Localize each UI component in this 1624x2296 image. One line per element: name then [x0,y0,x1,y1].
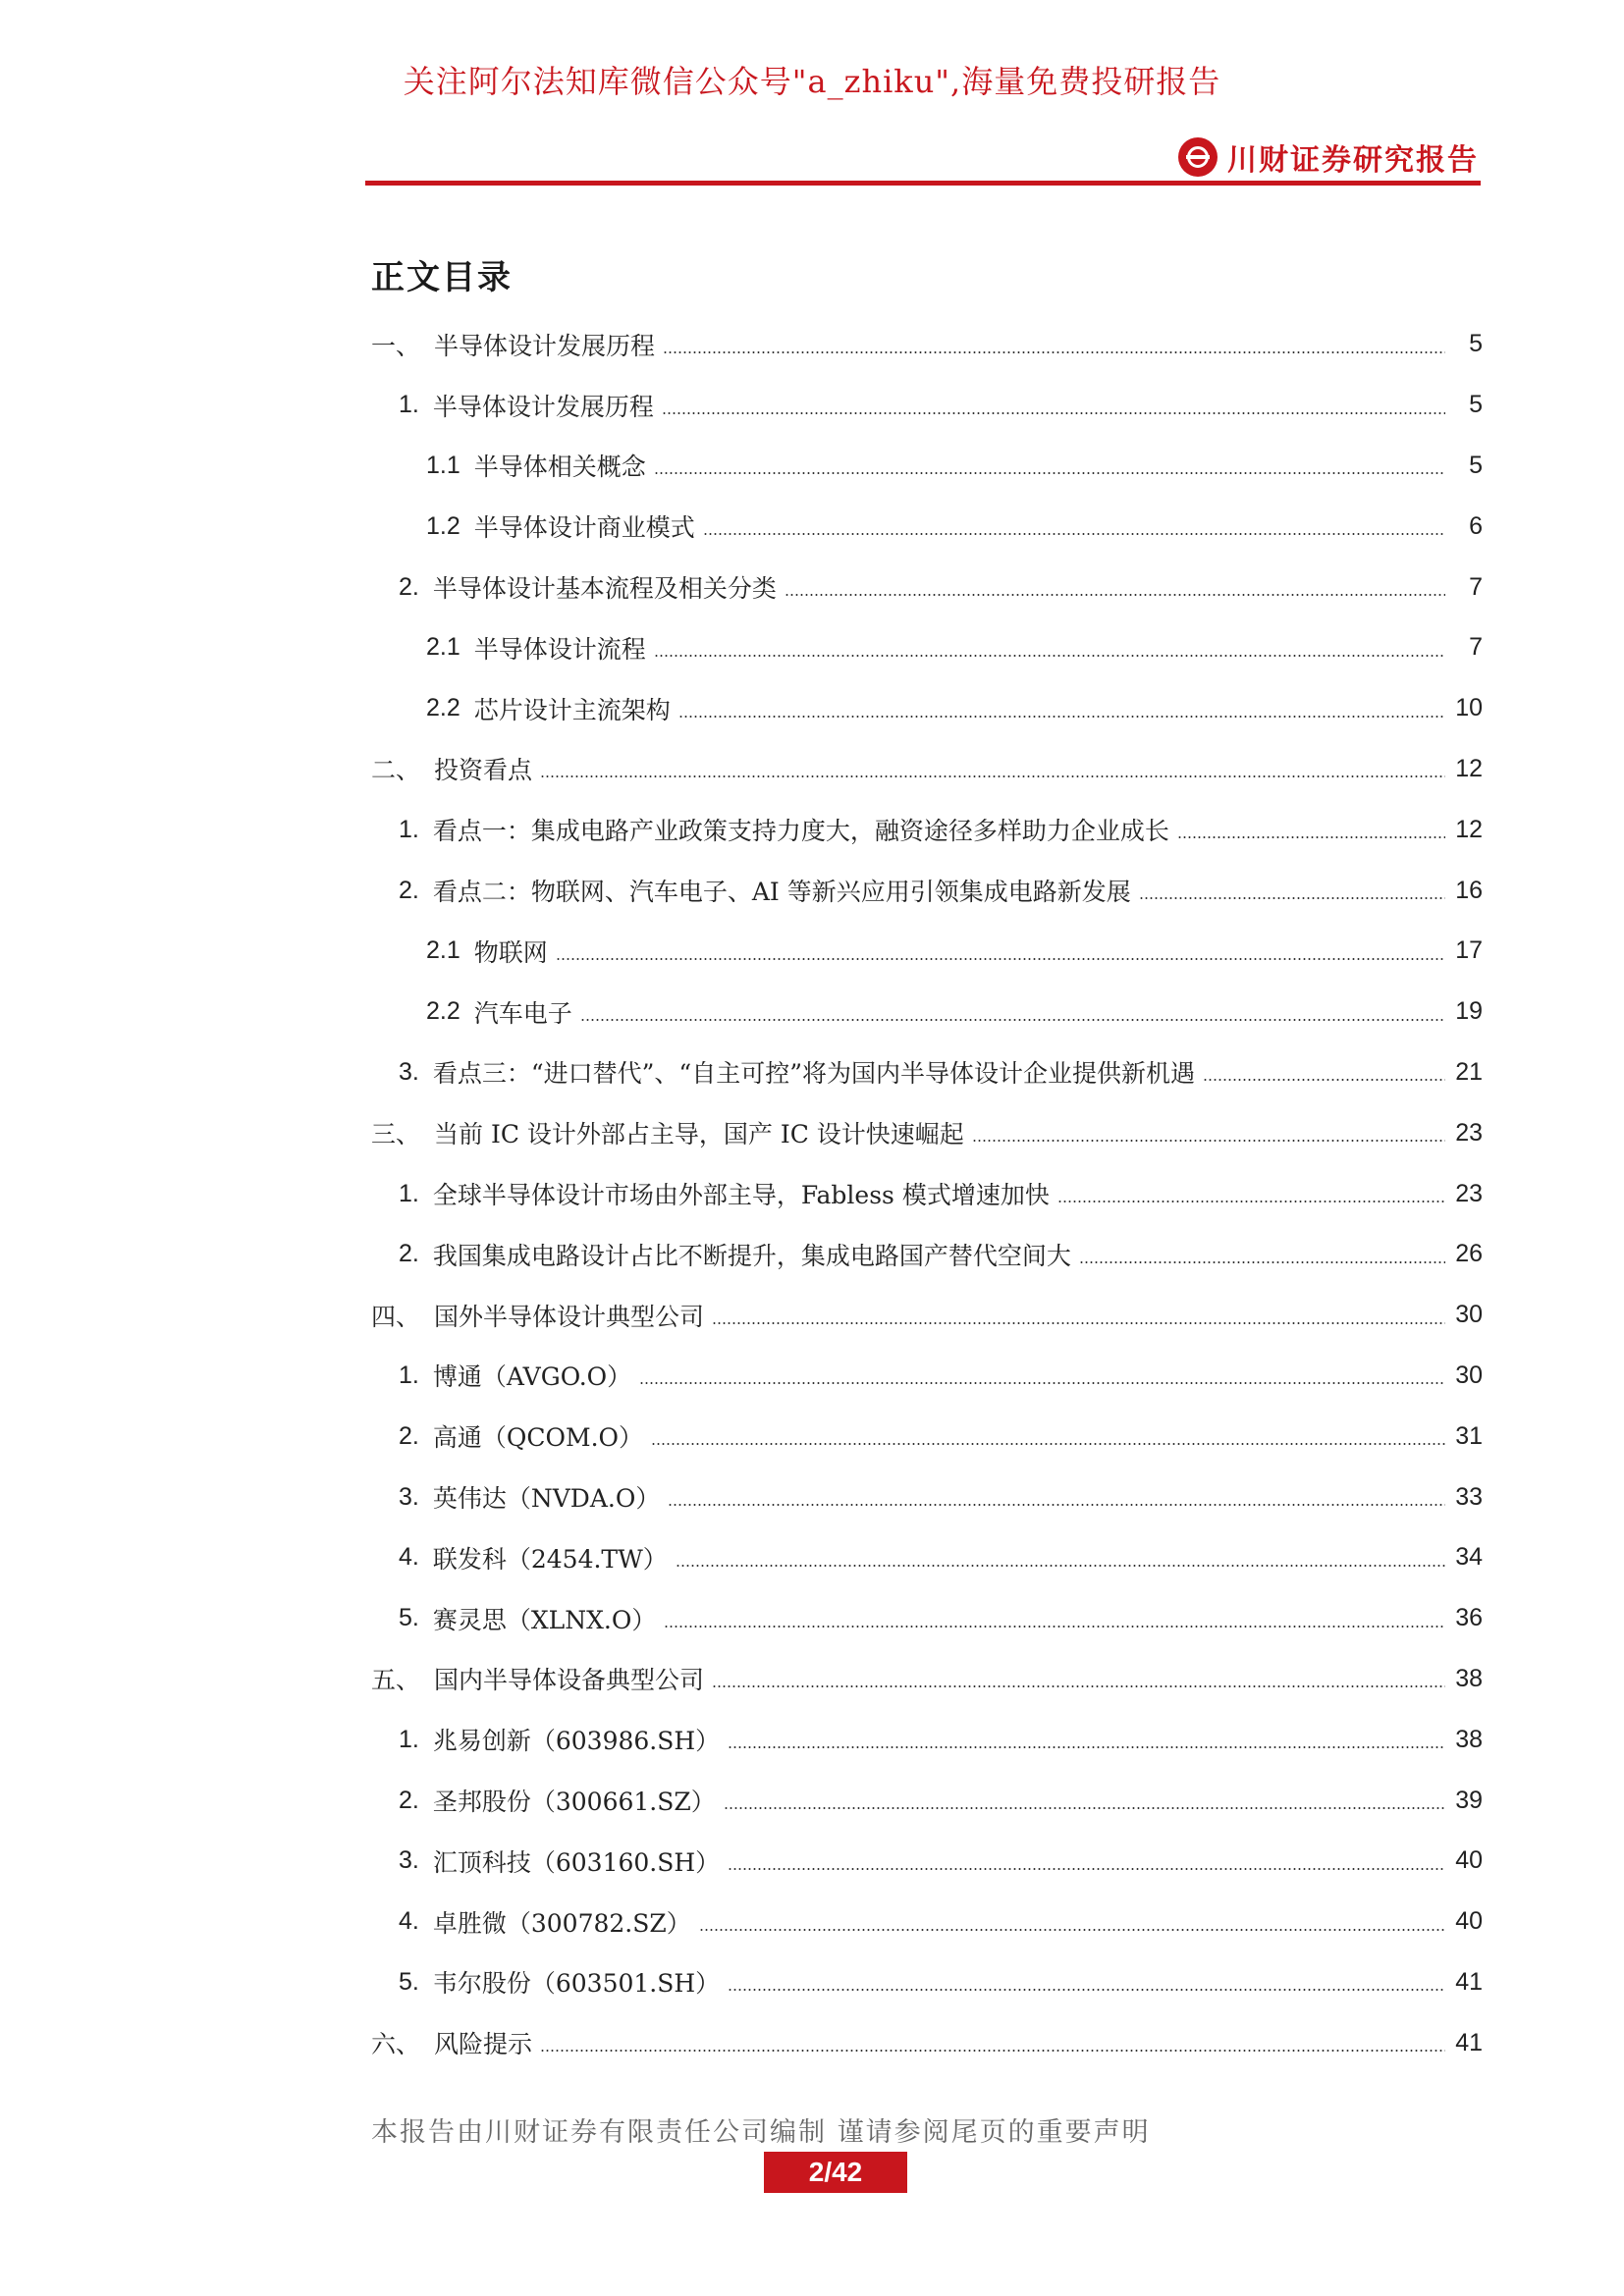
toc-entry-page: 7 [1469,633,1483,662]
toc-entry-label: 圣邦股份（300661.SZ） [432,1788,716,1817]
dot-leader [580,1019,1445,1021]
dot-leader [540,2050,1445,2052]
toc-entry[interactable] [371,1831,1483,1892]
toc-entry-label: 高通（QCOM.O） [432,1423,644,1453]
toc-entry-label: 风险提示 [434,2030,533,2059]
toc-entry-number: 1. [399,815,419,843]
toc-entry-label: 看点一：集成电路产业政策支持力度大，融资途径多样助力企业成长 [432,817,1169,846]
dot-leader [1057,1201,1445,1202]
toc-entry-number: 六、 [371,2031,421,2059]
toc-entry-number: 2. [399,876,419,904]
toc-entry-page: 5 [1469,391,1483,419]
toc-entry-page: 30 [1455,1361,1483,1389]
toc-entry-page: 19 [1455,997,1483,1026]
toc-entry[interactable] [371,617,1483,678]
toc-entry-number: 3. [399,1846,419,1875]
toc-entry[interactable] [371,678,1483,739]
toc-entry-page: 12 [1455,815,1483,843]
toc-entry-number: 五、 [371,1667,421,1695]
brand-name: 川财证券研究报告 [1227,143,1479,178]
toc-entry-label: 博通（AVGO.O） [432,1362,632,1392]
toc-entry[interactable] [371,921,1483,982]
toc-entry[interactable] [371,860,1483,921]
toc-entry-page: 41 [1455,1967,1483,1996]
toc-entry-label: 芯片设计主流架构 [473,695,671,724]
toc-entry-page: 38 [1455,1664,1483,1692]
dot-leader [699,1929,1445,1931]
dot-leader [724,1807,1445,1809]
toc-entry-number: 2. [399,1240,419,1268]
toc-entry-number: 1. [399,1725,419,1753]
toc-entry[interactable] [371,1467,1483,1527]
dot-leader [639,1382,1445,1384]
toc-entry-label: 投资看点 [434,756,533,785]
toc-entry[interactable] [371,1649,1483,1710]
toc-entry[interactable] [371,557,1483,617]
dot-leader [1079,1261,1445,1263]
dot-leader [651,1443,1445,1445]
chuancai-logo-icon [1178,137,1218,177]
toc-entry-page: 23 [1455,1118,1483,1147]
dot-leader [540,775,1445,777]
toc-entry-number: 四、 [371,1303,421,1331]
toc-entry-label: 看点三：“进口替代”、“自主可控”将为国内半导体设计企业提供新机遇 [432,1059,1195,1089]
toc-entry[interactable] [371,1892,1483,1952]
toc-entry-page: 38 [1455,1725,1483,1753]
dot-leader [728,1868,1445,1870]
toc-entry[interactable] [371,982,1483,1042]
toc-entry-number: 2.2 [426,997,460,1026]
toc-entry-number: 2.1 [426,633,460,662]
toc-entry-number: 一、 [371,332,421,360]
dot-leader [712,1322,1445,1324]
toc-entry-number: 5. [399,1604,419,1632]
toc-entry-page: 7 [1469,572,1483,601]
toc-entry-page: 39 [1455,1786,1483,1814]
toc-title: 正文目录 [371,258,513,297]
toc-entry-label: 半导体相关概念 [473,453,646,482]
table-of-contents [371,314,1483,2073]
toc-entry-number: 1. [399,1179,419,1207]
toc-entry-label: 卓胜微（300782.SZ） [432,1908,691,1938]
dot-leader [1177,836,1445,838]
toc-entry-page: 34 [1455,1543,1483,1572]
toc-entry-page: 21 [1455,1057,1483,1086]
toc-entry[interactable] [371,1102,1483,1163]
toc-entry-page: 5 [1469,330,1483,358]
toc-entry-number: 1.1 [426,451,460,479]
toc-entry[interactable] [371,1285,1483,1346]
toc-entry-label: 国内半导体设备典型公司 [434,1666,705,1695]
toc-entry-page: 33 [1455,1482,1483,1511]
toc-entry-label: 半导体设计发展历程 [432,392,654,421]
dot-leader [676,1565,1445,1567]
toc-entry-number: 4. [399,1907,419,1936]
toc-entry[interactable] [371,1770,1483,1831]
toc-entry-label: 兆易创新（603986.SH） [432,1727,721,1756]
toc-entry-label: 英伟达（NVDA.O） [432,1484,661,1514]
toc-entry[interactable] [371,1163,1483,1224]
toc-entry-number: 3. [399,1057,419,1086]
toc-entry[interactable] [371,436,1483,497]
toc-entry-number: 1. [399,391,419,419]
toc-entry[interactable] [371,739,1483,800]
toc-entry[interactable] [371,314,1483,375]
toc-entry-number: 1. [399,1361,419,1389]
dot-leader [703,533,1445,535]
dot-leader [664,1626,1445,1628]
toc-entry-label: 半导体设计流程 [473,634,646,664]
toc-entry-label: 汽车电子 [473,998,572,1028]
toc-entry-number: 三、 [371,1121,421,1149]
dot-leader [785,594,1445,596]
page-indicator: 2/42 [764,2152,907,2193]
toc-entry-number: 2. [399,1421,419,1450]
toc-entry-label: 韦尔股份（603501.SH） [432,1969,721,1999]
toc-entry-label: 物联网 [473,937,548,967]
toc-entry[interactable] [371,1588,1483,1649]
toc-entry-page: 5 [1469,451,1483,479]
disclaimer-note: 本报告由川财证券有限责任公司编制 谨请参阅尾页的重要声明 [371,2117,1151,2148]
toc-entry-page: 6 [1469,511,1483,540]
toc-entry-page: 36 [1455,1604,1483,1632]
dot-leader [1139,897,1445,899]
toc-entry-label: 汇顶科技（603160.SH） [432,1847,721,1877]
toc-entry-page: 26 [1455,1240,1483,1268]
dot-leader [712,1685,1445,1687]
dot-leader [654,655,1445,657]
toc-entry[interactable] [371,1527,1483,1588]
toc-entry[interactable] [371,375,1483,436]
toc-entry-label: 我国集成电路设计占比不断提升，集成电路国产替代空间大 [432,1241,1071,1270]
header-divider [365,181,1481,186]
toc-entry-label: 联发科（2454.TW） [432,1544,668,1574]
toc-entry-number: 2. [399,1786,419,1814]
dot-leader [728,1746,1445,1748]
toc-entry-page: 41 [1455,2028,1483,2056]
dot-leader [662,412,1445,414]
toc-entry[interactable] [371,799,1483,860]
toc-entry-page: 23 [1455,1179,1483,1207]
toc-entry-number: 4. [399,1543,419,1572]
toc-entry-label: 国外半导体设计典型公司 [434,1302,705,1331]
dot-leader [972,1140,1445,1142]
toc-entry[interactable] [371,496,1483,557]
toc-entry-number: 1.2 [426,511,460,540]
dot-leader [556,958,1445,960]
toc-entry-label: 看点二：物联网、汽车电子、AI 等新兴应用引领集成电路新发展 [432,878,1131,907]
toc-entry-number: 二、 [371,757,421,785]
dot-leader [1203,1079,1445,1081]
toc-entry[interactable] [371,1346,1483,1407]
toc-entry[interactable] [371,1406,1483,1467]
toc-entry-label: 半导体设计基本流程及相关分类 [432,574,777,604]
dot-leader [668,1504,1445,1506]
dot-leader [663,351,1445,353]
toc-entry-page: 17 [1455,936,1483,965]
toc-entry-page: 30 [1455,1301,1483,1329]
toc-entry-page: 31 [1455,1421,1483,1450]
toc-entry-number: 5. [399,1967,419,1996]
toc-entry-page: 40 [1455,1907,1483,1936]
toc-entry[interactable] [371,1042,1483,1103]
promo-banner[interactable]: 关注阿尔法知库微信公众号"a_zhiku",海量免费投研报告 [403,63,1221,100]
toc-entry[interactable] [371,1224,1483,1285]
toc-entry-label: 当前 IC 设计外部占主导，国产 IC 设计快速崛起 [434,1120,964,1149]
toc-entry-number: 2.1 [426,936,460,965]
toc-entry-number: 2. [399,572,419,601]
toc-entry-label: 半导体设计商业模式 [473,513,695,543]
toc-entry-page: 10 [1455,694,1483,722]
brand-header [1178,135,1479,179]
toc-entry-label: 全球半导体设计市场由外部主导，Fabless 模式增速加快 [432,1181,1050,1210]
toc-entry[interactable] [371,1952,1483,2013]
dot-leader [728,1989,1445,1991]
toc-entry[interactable] [371,2012,1483,2073]
toc-entry-label: 半导体设计发展历程 [434,331,656,360]
toc-entry-page: 40 [1455,1846,1483,1875]
toc-entry-label: 赛灵思（XLNX.O） [432,1605,657,1634]
toc-entry-page: 12 [1455,754,1483,782]
toc-entry[interactable] [371,1709,1483,1770]
dot-leader [678,716,1445,718]
toc-entry-page: 16 [1455,876,1483,904]
toc-entry-number: 3. [399,1482,419,1511]
dot-leader [654,472,1445,474]
toc-entry-number: 2.2 [426,694,460,722]
